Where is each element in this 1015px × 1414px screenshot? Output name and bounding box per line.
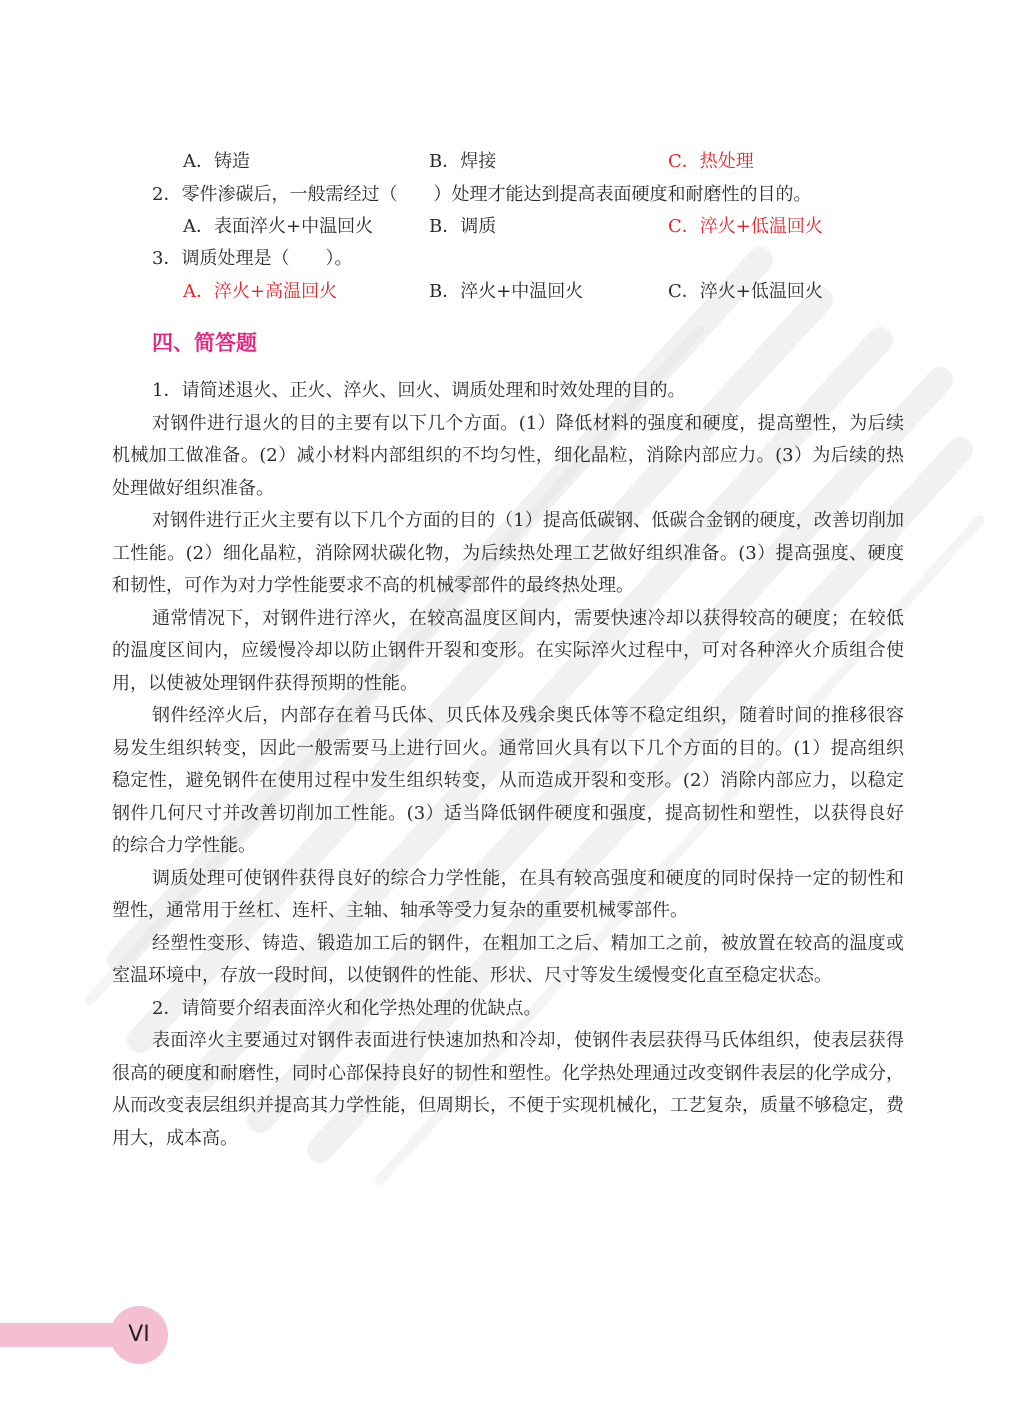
option-a-answer: A．淬火+高温回火 — [183, 281, 338, 302]
option-b: B．调质 — [429, 216, 497, 237]
question-3-stem: 3．调质处理是（ ）。 — [152, 248, 353, 269]
question-3-options — [183, 276, 903, 308]
answer-paragraph: 调质处理可使钢件获得良好的综合力学性能，在具有较高强度和硬度的同时保持一定的韧性和塑性，通常用于丝杠、连杆、主轴、轴承等受力复杂的重要机械零部件。 — [112, 867, 904, 921]
answer-paragraph: 表面淬火主要通过对钢件表面进行快速加热和冷却，使钢件表层获得马氏体组织，使表层获得很高的硬度和耐磨性，同时心部保持良好的韧性和塑性。化学热处理通过改变钢件表层的化学成分，从而改变表层组织并提高其力学性能，但周期长，不便于实现机械化，工艺复杂，质量不够稳定，费用大，成本高。 — [112, 1030, 904, 1149]
option-a: A．表面淬火+中温回火 — [183, 216, 374, 237]
option-c-answer: C．淬火+低温回火 — [668, 216, 823, 237]
question-2-options — [183, 211, 903, 243]
short-answer-question-2: 2．请简要介绍表面淬火和化学热处理的优缺点。 — [152, 997, 542, 1019]
option-c: C．淬火+低温回火 — [668, 281, 823, 302]
answer-paragraph: 钢件经淬火后，内部存在着马氏体、贝氏体及残余奥氏体等不稳定组织，随着时间的推移很容易发生组织转变，因此一般需要马上进行回火。通常回火具有以下几个方面的目的。(1）提高组织稳定性，避免钢件在使用过程中发生组织转变，从而造成开裂和变形。(2）消除内部应力，以稳定钢件几何尺寸并改善切削加工性能。(3）适当降低钢件硬度和强度，提高韧性和塑性，以获得良好的综合力学性能。 — [112, 705, 904, 856]
answer-paragraph: 经塑性变形、铸造、锻造加工后的钢件，在粗加工之后、精加工之前，被放置在较高的温度或室温环境中，存放一段时间，以使钢件的性能、形状、尺寸等发生缓慢变化直至稳定状态。 — [112, 932, 904, 986]
option-c-answer: C．热处理 — [668, 151, 754, 172]
option-b: B．焊接 — [429, 151, 497, 172]
question-2-stem: 2．零件渗碳后，一般需经过（ ）处理才能达到提高表面硬度和耐磨性的目的。 — [152, 184, 812, 205]
answer-paragraph: 通常情况下，对钢件进行淬火，在较高温度区间内，需要快速冷却以获得较高的硬度；在较低的温度区间内，应缓慢冷却以防止钢件开裂和变形。在实际淬火过程中，可对各种淬火介质组合使用，以使被处理钢件获得预期的性能。 — [112, 607, 904, 694]
short-answer-body — [112, 375, 904, 1155]
answer-paragraph: 对钢件进行正火主要有以下几个方面的目的（1）提高低碳钢、低碳合金钢的硬度，改善切削加工性能。(2）细化晶粒，消除网状碳化物，为后续热处理工艺做好组织准备。(3）提高强度、硬度和韧性，可作为对力学性能要求不高的机械零部件的最终热处理。 — [112, 510, 904, 596]
short-answer-question-1: 1．请简述退火、正火、淬火、回火、调质处理和时效处理的目的。 — [152, 380, 686, 401]
answer-paragraph: 对钢件进行退火的目的主要有以下几个方面。(1）降低材料的强度和硬度，提高塑性，为后续机械加工做准备。(2）减小材料内部组织的不均匀性，细化晶粒，消除内部应力。(3）为后续的热处理做好组织准备。 — [112, 412, 904, 499]
option-a: A．铸造 — [183, 151, 250, 172]
section-heading: 四、简答题 — [152, 330, 257, 355]
prev-question-options — [183, 146, 903, 178]
page-number: VI — [110, 1306, 168, 1364]
option-b: B．淬火+中温回火 — [429, 281, 584, 302]
